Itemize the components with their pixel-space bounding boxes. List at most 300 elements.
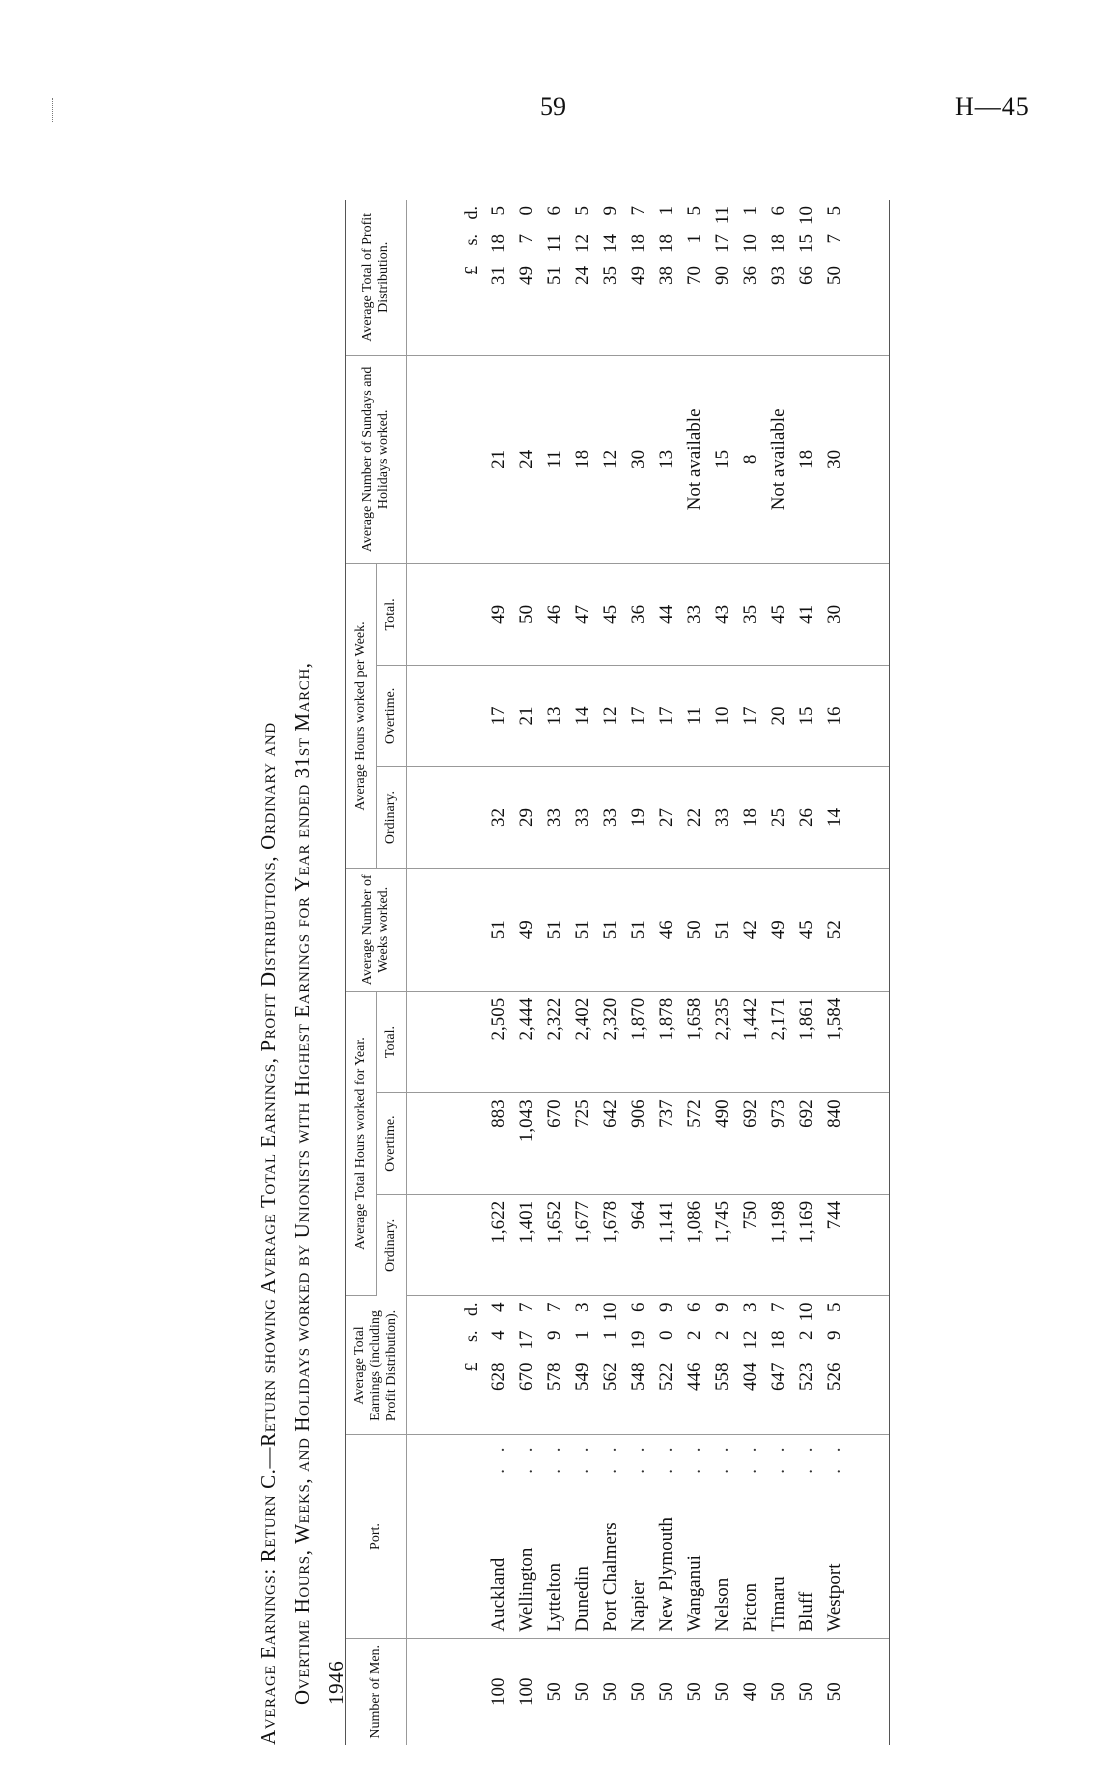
profit-distribution-shillings: 7 [516,234,537,244]
profit-distribution-pounds: 35 [600,266,621,285]
year-overtime-hours: 973 [765,1093,793,1195]
pence-label: d. [461,206,481,220]
total-earnings-pounds: 670 [516,1362,537,1391]
year-total-hours: 2,171 [765,991,793,1093]
total-earnings-pence: 10 [600,1302,621,1322]
leader-dots: . . [712,1441,733,1474]
year-ordinary-hours: 1,169 [793,1194,821,1296]
year-total-hours: 2,235 [709,991,737,1093]
total-earnings-shillings: 19 [628,1330,649,1350]
profit-distribution-pence: 5 [824,206,845,216]
week-ordinary-hours: 32 [485,767,513,869]
profit-distribution-pence: 7 [628,206,649,216]
port-name: Lyttelton [544,1562,565,1632]
weeks-worked: 51 [625,868,653,991]
profit-distribution [709,200,737,355]
table-row [821,200,890,1745]
year-ordinary-hours: 750 [737,1194,765,1296]
page-number: 59 [540,92,566,121]
pounds-label: £ [461,266,481,275]
week-ordinary-hours: 33 [709,767,737,869]
profit-distribution-pounds: 50 [824,266,845,285]
week-overtime-hours: 16 [821,665,890,767]
week-ordinary-hours: 33 [569,767,597,869]
total-earnings-pence: 7 [544,1302,565,1312]
week-overtime-hours: 11 [681,665,709,767]
week-ordinary-hours: 29 [513,767,541,869]
year-overtime-hours: 737 [653,1093,681,1195]
port-name: Auckland [488,1557,509,1632]
header-year-hours: Average Total Hours worked for Year. [346,991,377,1296]
leader-dots: . . [572,1441,593,1474]
total-earnings-shillings: 9 [544,1330,565,1340]
port-name-cell [737,1435,765,1638]
port-name: Westport [824,1563,845,1632]
year-total-hours: 1,861 [793,991,821,1093]
year-ordinary-hours: 1,198 [765,1194,793,1296]
earnings-currency-head [407,1296,486,1435]
men-count: 50 [600,1682,621,1702]
header-sundays: Average Number of Sundays and Holidays worked. [346,355,407,563]
profit-distribution [793,200,821,355]
profit-distribution-pounds: 31 [488,266,509,285]
week-overtime-hours: 20 [765,665,793,767]
currency-row [407,200,486,1745]
page-code: H—45 [955,92,1030,121]
week-ordinary-hours: 14 [821,767,890,869]
profit-distribution [513,200,541,355]
men-count: 50 [768,1682,789,1702]
year-overtime-hours: 490 [709,1093,737,1195]
total-earnings-pounds: 522 [656,1362,677,1391]
profit-distribution-shillings: 17 [712,234,733,253]
profit-distribution-pounds: 51 [544,266,565,285]
port-name-cell [597,1435,625,1638]
year-total-hours: 1,658 [681,991,709,1093]
leader-dots: . . [740,1441,761,1474]
port-name: Wellington [516,1547,537,1632]
leader-dots: . . [544,1441,565,1474]
port-name-cell [625,1435,653,1638]
profit-distribution-pounds: 36 [740,266,761,285]
total-earnings [737,1296,765,1435]
sundays-holidays-worked: 24 [513,355,541,563]
leader-dots: . . [600,1441,621,1474]
year-overtime-hours: 906 [625,1093,653,1195]
port-name-cell [709,1435,737,1638]
total-earnings [681,1296,709,1435]
year-ordinary-hours: 1,401 [513,1194,541,1296]
year-overtime-hours: 692 [793,1093,821,1195]
sundays-holidays-worked: Not available [765,355,793,563]
week-total-hours: 43 [709,564,737,666]
year-total-hours: 1,442 [737,991,765,1093]
year-ordinary-hours: 1,745 [709,1194,737,1296]
profit-distribution-shillings: 10 [740,234,761,253]
total-earnings [709,1296,737,1435]
week-ordinary-hours: 19 [625,767,653,869]
profit-distribution-shillings: 15 [796,234,817,253]
leader-dots: . . [488,1441,509,1474]
profit-distribution-pence: 6 [544,206,565,216]
total-earnings [625,1296,653,1435]
week-total-hours: 46 [541,564,569,666]
profit-distribution-shillings: 18 [488,234,509,253]
total-earnings-pence: 3 [740,1302,761,1312]
men-count: 100 [516,1677,537,1707]
profit-distribution-pence: 5 [488,206,509,216]
weeks-worked: 46 [653,868,681,991]
port-name-cell [821,1435,890,1638]
year-ordinary-hours: 744 [821,1194,890,1296]
week-total-hours: 35 [737,564,765,666]
year-ordinary-hours: 1,652 [541,1194,569,1296]
profit-distribution-pounds: 70 [684,266,705,285]
week-ordinary-hours: 18 [737,767,765,869]
weeks-worked: 51 [569,868,597,991]
weeks-worked: 49 [765,868,793,991]
profit-distribution-shillings: 7 [824,234,845,244]
table-row [681,200,709,1745]
weeks-worked: 51 [597,868,625,991]
total-earnings [821,1296,890,1435]
total-earnings-pounds: 558 [712,1362,733,1391]
profit-distribution-pence: 10 [796,206,817,225]
header-weeks: Average Number of Weeks worked. [346,868,407,991]
year-ordinary-hours: 1,141 [653,1194,681,1296]
total-earnings-pence: 10 [796,1302,817,1322]
total-earnings-pounds: 578 [544,1362,565,1391]
profit-distribution-shillings: 12 [572,234,593,253]
week-total-hours: 45 [765,564,793,666]
leader-dots: . . [684,1441,705,1474]
week-overtime-hours: 15 [793,665,821,767]
total-earnings-pence: 5 [824,1302,845,1312]
profit-distribution [821,200,890,355]
men-count: 50 [821,1638,890,1745]
profit-distribution-pounds: 49 [628,266,649,285]
port-name-cell [681,1435,709,1638]
week-total-hours: 33 [681,564,709,666]
year-total-hours: 2,322 [541,991,569,1093]
total-earnings-pounds: 647 [768,1362,789,1391]
profit-distribution-shillings: 14 [600,234,621,253]
sundays-holidays-worked: 30 [821,355,890,563]
table-row [625,200,653,1745]
total-earnings [597,1296,625,1435]
men-count: 40 [740,1682,761,1702]
total-earnings-pounds: 526 [824,1362,845,1391]
profit-distribution [765,200,793,355]
profit-distribution [681,200,709,355]
header-week-total: Total. [376,564,407,666]
header-profit: Average Total of Profit Distribution. [346,200,407,355]
sundays-holidays-worked: 12 [597,355,625,563]
week-overtime-hours: 13 [541,665,569,767]
week-ordinary-hours: 27 [653,767,681,869]
year-overtime-hours: 670 [541,1093,569,1195]
leader-dots: . . [768,1441,789,1474]
year-total-hours: 1,584 [821,991,890,1093]
profit-distribution-pounds: 24 [572,266,593,285]
week-ordinary-hours: 22 [681,767,709,869]
weeks-worked: 52 [821,868,890,991]
title-line-3: 1946 [324,1660,348,1705]
year-overtime-hours: 883 [485,1093,513,1195]
year-overtime-hours: 840 [821,1093,890,1195]
total-earnings [485,1296,513,1435]
profit-distribution-pence: 11 [712,206,733,225]
men-count: 50 [684,1682,705,1702]
week-total-hours: 44 [653,564,681,666]
year-ordinary-hours: 1,677 [569,1194,597,1296]
profit-distribution-pounds: 66 [796,266,817,285]
title-line-2: Overtime Hours, Weeks, and Holidays worked by Unionists with Highest Earnings for Year ended 31st March, [290,662,314,1705]
header-men: Number of Men. [346,1638,407,1745]
port-name: Port Chalmers [600,1522,621,1632]
total-earnings-shillings: 2 [684,1330,705,1340]
header-year-total: Total. [376,991,407,1093]
port-name-cell [569,1435,597,1638]
profit-distribution [597,200,625,355]
total-earnings-pence: 9 [656,1302,677,1312]
total-earnings-pounds: 628 [488,1362,509,1391]
total-earnings-pounds: 562 [600,1362,621,1391]
week-total-hours: 49 [485,564,513,666]
year-ordinary-hours: 964 [625,1194,653,1296]
week-overtime-hours: 17 [653,665,681,767]
sundays-holidays-worked: 30 [625,355,653,563]
year-ordinary-hours: 1,086 [681,1194,709,1296]
total-earnings-shillings: 17 [516,1330,537,1350]
year-overtime-hours: 642 [597,1093,625,1195]
men-count: 50 [628,1682,649,1702]
year-total-hours: 1,870 [625,991,653,1093]
total-earnings-pounds: 548 [628,1362,649,1391]
header-earnings: Average Total Earnings (including Profit Distribution). [346,1296,407,1435]
port-name: Napier [628,1579,649,1632]
profit-distribution-shillings: 18 [628,234,649,253]
year-ordinary-hours: 1,678 [597,1194,625,1296]
header-week-overtime: Overtime. [376,665,407,767]
year-overtime-hours: 725 [569,1093,597,1195]
total-earnings-pence: 3 [572,1302,593,1312]
title-line-1: Average Earnings: Return C.—Return showing Average Total Earnings, Profit Distributions, Ordinary and [256,722,280,1745]
sundays-holidays-worked: 21 [485,355,513,563]
header-port: Port. [346,1435,407,1638]
total-earnings-shillings: 9 [824,1330,845,1340]
sundays-holidays-worked: 18 [569,355,597,563]
week-total-hours: 45 [597,564,625,666]
weeks-worked: 49 [513,868,541,991]
weeks-worked: 51 [485,868,513,991]
port-name: Bluff [796,1591,817,1632]
week-total-hours: 50 [513,564,541,666]
year-total-hours: 1,878 [653,991,681,1093]
profit-distribution-pounds: 49 [516,266,537,285]
profit-distribution [625,200,653,355]
profit-distribution [541,200,569,355]
profit-distribution-pounds: 93 [768,266,789,285]
sundays-holidays-worked: 13 [653,355,681,563]
week-overtime-hours: 10 [709,665,737,767]
profit-distribution-shillings: 11 [544,234,565,253]
table-row [541,200,569,1745]
port-name: Dunedin [572,1566,593,1632]
table-row [485,200,513,1745]
shillings-label: s. [461,1330,481,1342]
total-earnings [793,1296,821,1435]
total-earnings-shillings: 2 [712,1330,733,1340]
year-overtime-hours: 692 [737,1093,765,1195]
week-overtime-hours: 12 [597,665,625,767]
profit-distribution-shillings: 1 [684,234,705,244]
profit-distribution-pence: 5 [684,206,705,216]
port-name: New Plymouth [656,1517,677,1632]
year-overtime-hours: 1,043 [513,1093,541,1195]
profit-distribution-pence: 5 [572,206,593,216]
table-row [793,200,821,1745]
profit-distribution-pence: 1 [740,206,761,216]
profit-distribution [653,200,681,355]
total-earnings-shillings: 12 [740,1330,761,1350]
week-overtime-hours: 21 [513,665,541,767]
profit-distribution-shillings: 18 [768,234,789,253]
profit-distribution [737,200,765,355]
total-earnings-shillings: 1 [572,1330,593,1340]
header-week-hours: Average Hours worked per Week. [346,564,377,869]
sundays-holidays-worked: 15 [709,355,737,563]
port-name-cell [793,1435,821,1638]
weeks-worked: 42 [737,868,765,991]
sundays-holidays-worked: 18 [793,355,821,563]
total-earnings [541,1296,569,1435]
pounds-label: £ [461,1362,481,1372]
earnings-table [345,200,890,1745]
year-total-hours: 2,402 [569,991,597,1093]
weeks-worked: 45 [793,868,821,991]
port-name-cell [541,1435,569,1638]
port-name-cell [485,1435,513,1638]
table-row [709,200,737,1745]
sundays-holidays-worked: 8 [737,355,765,563]
total-earnings-pounds: 404 [740,1362,761,1391]
total-earnings-shillings: 2 [796,1330,817,1340]
week-total-hours: 47 [569,564,597,666]
total-earnings-shillings: 1 [600,1330,621,1340]
port-name: Nelson [712,1577,733,1632]
table-row [653,200,681,1745]
week-ordinary-hours: 26 [793,767,821,869]
week-overtime-hours: 14 [569,665,597,767]
header-week-ordinary: Ordinary. [376,767,407,869]
profit-distribution-pounds: 90 [712,266,733,285]
year-total-hours: 2,320 [597,991,625,1093]
margin-mark [52,98,54,122]
pence-label: d. [461,1302,481,1316]
total-earnings-pence: 7 [768,1302,789,1312]
port-name-cell [653,1435,681,1638]
week-total-hours: 36 [625,564,653,666]
shillings-label: s. [461,234,481,246]
total-earnings-pounds: 523 [796,1362,817,1391]
table-row [597,200,625,1745]
leader-dots: . . [628,1441,649,1474]
port-name-cell [513,1435,541,1638]
rotated-return-table [245,185,1114,1745]
men-count: 50 [572,1682,593,1702]
weeks-worked: 51 [709,868,737,991]
week-overtime-hours: 17 [625,665,653,767]
profit-distribution-shillings: 18 [656,234,677,253]
year-overtime-hours: 572 [681,1093,709,1195]
port-name: Picton [740,1583,761,1632]
table-row [737,200,765,1745]
port-name: Wanganui [684,1555,705,1632]
year-total-hours: 2,444 [513,991,541,1093]
weeks-worked: 51 [541,868,569,991]
week-overtime-hours: 17 [737,665,765,767]
total-earnings-pence: 4 [488,1302,509,1312]
sundays-holidays-worked: Not available [681,355,709,563]
year-ordinary-hours: 1,622 [485,1194,513,1296]
table-row [569,200,597,1745]
men-count: 50 [796,1682,817,1702]
total-earnings-shillings: 18 [768,1330,789,1350]
total-earnings-shillings: 0 [656,1330,677,1340]
men-count: 50 [544,1682,565,1702]
week-ordinary-hours: 33 [597,767,625,869]
total-earnings-pounds: 446 [684,1362,705,1391]
profit-distribution-pounds: 38 [656,266,677,285]
total-earnings-pence: 9 [712,1302,733,1312]
table-row [765,200,793,1745]
total-earnings-pence: 7 [516,1302,537,1312]
total-earnings [513,1296,541,1435]
profit-distribution-pence: 6 [768,206,789,216]
total-earnings-pence: 6 [628,1302,649,1312]
profit-distribution-pence: 1 [656,206,677,216]
table-row [513,200,541,1745]
leader-dots: . . [796,1441,817,1474]
total-earnings [765,1296,793,1435]
leader-dots: . . [516,1441,537,1474]
table-title [251,205,353,1745]
week-total-hours: 30 [821,564,890,666]
total-earnings-shillings: 4 [488,1330,509,1340]
weeks-worked: 50 [681,868,709,991]
total-earnings-pounds: 549 [572,1362,593,1391]
men-count: 50 [656,1682,677,1702]
sundays-holidays-worked: 11 [541,355,569,563]
profit-distribution-pence: 0 [516,206,537,216]
week-ordinary-hours: 33 [541,767,569,869]
profit-distribution [569,200,597,355]
men-count: 50 [712,1682,733,1702]
week-overtime-hours: 17 [485,665,513,767]
leader-dots: . . [656,1441,677,1474]
total-earnings [653,1296,681,1435]
total-earnings-pence: 6 [684,1302,705,1312]
port-name-cell [765,1435,793,1638]
port-name: Timaru [768,1576,789,1632]
profit-distribution-pence: 9 [600,206,621,216]
profit-distribution [485,200,513,355]
leader-dots: . . [824,1441,845,1474]
year-total-hours: 2,505 [485,991,513,1093]
week-ordinary-hours: 25 [765,767,793,869]
total-earnings [569,1296,597,1435]
